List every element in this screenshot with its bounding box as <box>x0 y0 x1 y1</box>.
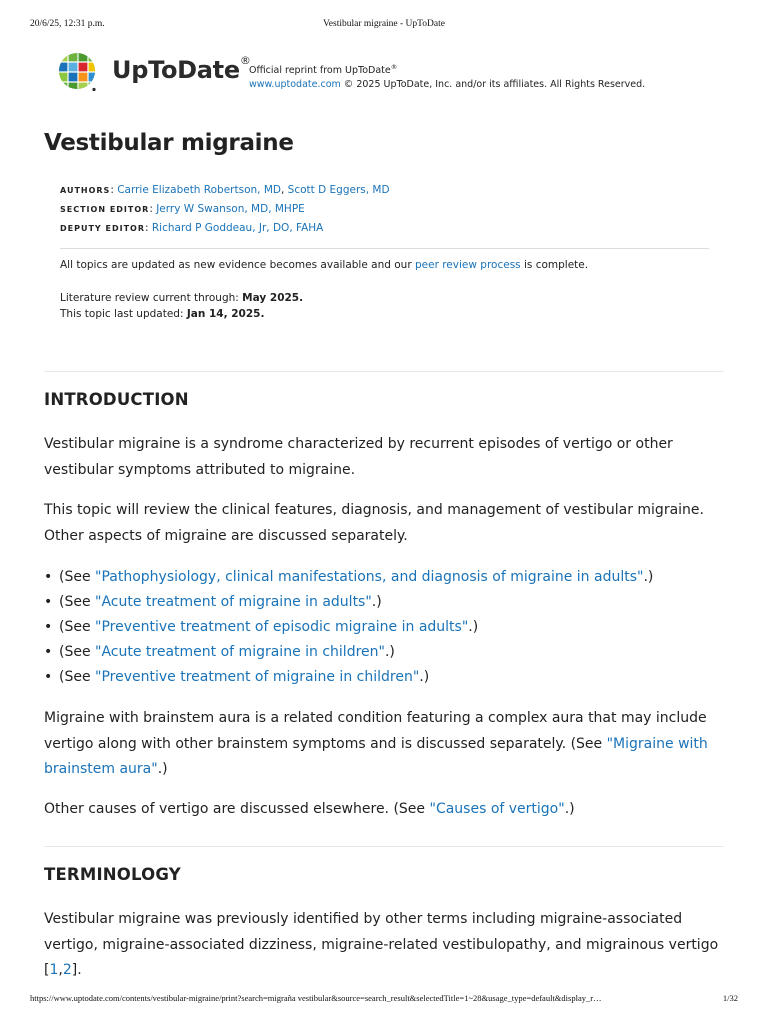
section-editor-link[interactable]: Jerry W Swanson, MD, MHPE <box>156 203 305 215</box>
print-url: https://www.uptodate.com/contents/vestibular-migraine/print?search=migraña vestibular&source=search_result&selectedTitle=1~28&usage_type=default&display_r… <box>30 993 602 1003</box>
copyright-text: © 2025 UpToDate, Inc. and/or its affiliates. All Rights Reserved. <box>340 79 646 91</box>
print-page-number: 1/32 <box>722 993 738 1003</box>
topic-link-migraine-brainstem-aura[interactable]: "Migraine with brainstem aura" <box>44 735 708 777</box>
section-heading-terminology: TERMINOLOGY <box>44 865 181 884</box>
uptodate-site-link[interactable]: www.uptodate.com <box>249 79 341 91</box>
author-link-eggers[interactable]: Scott D Eggers, MD <box>287 184 390 196</box>
list-item: • (See "Acute treatment of migraine in children".) <box>44 640 653 665</box>
literature-review-info <box>60 290 303 322</box>
deputy-editor-label: DEPUTY EDITOR <box>60 224 145 233</box>
intro-paragraph-1: Vestibular migraine is a syndrome characterized by recurrent episodes of vertigo or other vestibular symptoms attributed to migraine. <box>44 436 673 478</box>
last-updated-line: This topic last updated: Jan 14, 2025. <box>60 308 265 320</box>
update-notice: All topics are updated as new evidence becomes available and our peer review process is complete. <box>60 259 589 271</box>
print-page-title: Vestibular migraine - UpToDate <box>322 19 445 29</box>
topic-link-preventive-treatment-children[interactable]: "Preventive treatment of migraine in children" <box>95 669 420 685</box>
list-item: • (See "Preventive treatment of episodic migraine in adults".) <box>44 615 653 640</box>
deputy-editor-link[interactable]: Richard P Goddeau, Jr, DO, FAHA <box>151 222 324 234</box>
authors-label: AUTHORS <box>60 186 111 195</box>
terminology-paragraph-1: Vestibular migraine was previously identified by other terms including migraine-associated vertigo, migraine-associated dizziness, migraine-related vestibulopathy, and migrainous vertigo [1,2]. <box>44 911 719 978</box>
registered-mark: ® <box>239 54 251 67</box>
list-item: • (See "Preventive treatment of migraine in children".) <box>44 665 653 690</box>
reference-link-2[interactable]: 2 <box>62 962 72 978</box>
topic-link-causes-of-vertigo[interactable]: "Causes of vertigo" <box>429 801 565 817</box>
topic-link-acute-treatment-adults[interactable]: "Acute treatment of migraine in adults" <box>95 594 372 610</box>
print-datetime: 20/6/25, 12:31 p.m. <box>30 19 105 29</box>
intro-paragraph-4: Other causes of vertigo are discussed elsewhere. (See "Causes of vertigo".) <box>44 801 575 817</box>
last-updated-date: Jan 14, 2025. <box>186 308 265 320</box>
page-title: Vestibular migraine <box>44 130 294 156</box>
divider <box>60 248 709 249</box>
section-editor-line: SECTION EDITOR: Jerry W Swanson, MD, MHPE <box>60 203 305 215</box>
deputy-editor-line: DEPUTY EDITOR: Richard P Goddeau, Jr, DO, FAHA <box>60 222 324 234</box>
topic-link-pathophysiology-migraine-adults[interactable]: "Pathophysiology, clinical manifestations, and diagnosis of migraine in adults" <box>95 569 644 585</box>
authors-line: AUTHORS: Carrie Elizabeth Robertson, MD, Scott D Eggers, MD <box>60 184 390 196</box>
reprint-line: Official reprint from UpToDate <box>249 65 391 77</box>
brand-name: UpToDate® <box>112 54 251 84</box>
peer-review-link[interactable]: peer review process <box>414 259 521 271</box>
intro-paragraph-2: This topic will review the clinical features, diagnosis, and management of vestibular migraine. Other aspects of migraine are discussed separately. <box>44 502 704 544</box>
topic-link-preventive-treatment-adults[interactable]: "Preventive treatment of episodic migraine in adults" <box>95 619 469 635</box>
section-heading-introduction: INTRODUCTION <box>44 390 189 409</box>
list-item: • (See "Acute treatment of migraine in adults".) <box>44 590 653 615</box>
intro-paragraph-3: Migraine with brainstem aura is a related condition featuring a complex aura that may include vertigo along with other brainstem symptoms and is discussed separately. (See "Migraine with brainstem aura".) <box>44 710 708 777</box>
divider <box>44 846 724 847</box>
topic-link-acute-treatment-children[interactable]: "Acute treatment of migraine in children" <box>95 644 385 660</box>
reference-link-1[interactable]: 1 <box>49 962 59 978</box>
reprint-notice: Official reprint from UpToDate® www.uptodate.com © 2025 UpToDate, Inc. and/or its affiliates. All Rights Reserved. <box>249 63 646 91</box>
topic-credits <box>60 181 390 238</box>
literature-review-line: Literature review current through: May 2025. <box>60 292 304 304</box>
related-topics-list <box>44 565 653 690</box>
list-item: • (See "Pathophysiology, clinical manifestations, and diagnosis of migraine in adults".) <box>44 565 653 590</box>
author-link-robertson[interactable]: Carrie Elizabeth Robertson, MD <box>117 184 281 196</box>
literature-review-date: May 2025. <box>242 292 304 304</box>
divider <box>44 371 724 372</box>
uptodate-globe-logo-icon <box>58 52 98 92</box>
section-editor-label: SECTION EDITOR <box>60 205 150 214</box>
